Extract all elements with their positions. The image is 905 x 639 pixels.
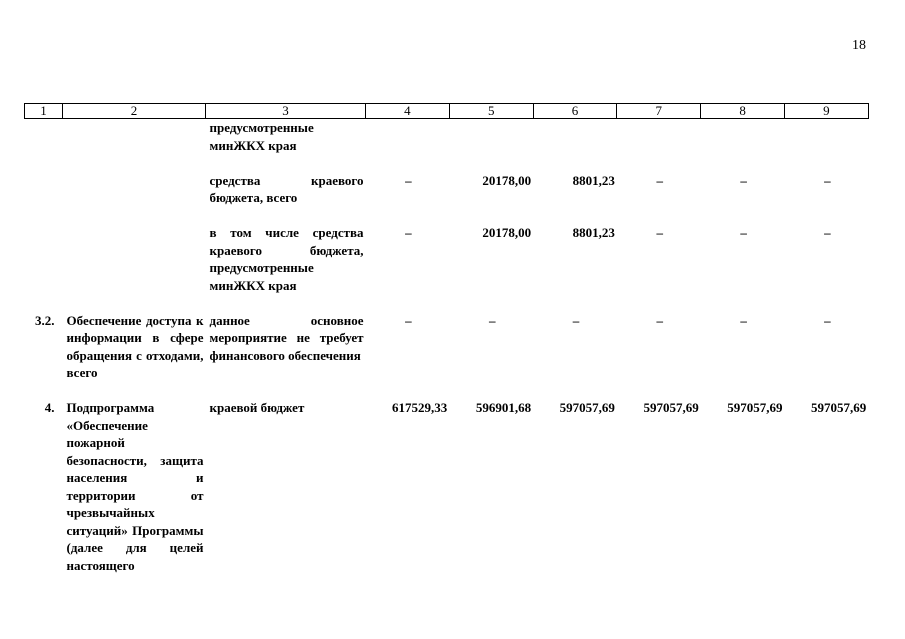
value-cell: [784, 119, 868, 155]
funding-source: краевой бюджет: [209, 400, 305, 415]
table-row: [25, 172, 869, 207]
row-spacer: [25, 382, 869, 400]
funding-source: предусмотренные минЖКХ края: [209, 120, 314, 153]
value-cell: [701, 119, 785, 155]
table-header-row: [25, 104, 869, 119]
column-header: 5: [449, 104, 533, 119]
column-header: 2: [63, 104, 206, 119]
funding-source: средства краевого бюджета, всего: [209, 172, 364, 205]
column-header: 7: [617, 104, 701, 119]
value-cell: [449, 119, 533, 155]
table-row: [25, 224, 869, 294]
value-cell: –: [740, 312, 747, 328]
column-header: 4: [366, 104, 450, 119]
value-cell: [533, 119, 617, 155]
budget-table: [24, 103, 869, 574]
table-row: [25, 312, 869, 382]
activity-name: [63, 172, 206, 207]
value-cell: 596901,68: [475, 400, 532, 415]
value-cell: –: [824, 312, 831, 328]
value-cell: –: [572, 312, 580, 328]
value-cell: –: [740, 172, 747, 188]
value-cell: –: [405, 225, 412, 240]
column-header: 8: [701, 104, 785, 119]
value-cell: –: [488, 312, 496, 328]
value-cell: 597057,69: [811, 400, 867, 415]
value-cell: –: [740, 225, 747, 240]
value-cell: 20178,00: [482, 225, 532, 240]
table-row: [25, 399, 869, 574]
value-cell: –: [656, 172, 664, 188]
value-cell: 597057,69: [643, 400, 699, 415]
value-cell: 597057,69: [727, 400, 783, 415]
value-cell: 617529,33: [392, 400, 448, 415]
column-header: 3: [206, 104, 366, 119]
row-number: [25, 119, 63, 155]
value-cell: –: [824, 172, 831, 188]
row-number: [25, 224, 63, 294]
row-number: [25, 172, 63, 207]
value-cell: –: [656, 225, 664, 240]
column-header: 6: [533, 104, 617, 119]
column-header: 1: [25, 104, 63, 119]
row-number: 3.2.: [35, 312, 55, 328]
row-spacer: [25, 207, 869, 225]
funding-source: данное основное мероприятие не требует финансового обеспечения: [209, 312, 364, 363]
activity-name: Обеспечение доступа к информации в сфере обращения с отходами, всего: [66, 312, 204, 380]
value-cell: 597057,69: [559, 400, 615, 415]
funding-source: в том числе средства краевого бюджета, предусмотренные минЖКХ края: [209, 225, 364, 293]
value-cell: [617, 119, 701, 155]
value-cell: –: [405, 172, 412, 188]
value-cell: –: [656, 312, 664, 328]
column-header: 9: [784, 104, 868, 119]
activity-name: Подпрограмма «Обеспечение пожарной безопасности, защита населения и территории от чрезвычайных ситуаций» Программы (далее для целей настоящего: [66, 400, 204, 573]
value-cell: 8801,23: [572, 225, 615, 240]
value-cell: 8801,23: [572, 172, 615, 188]
activity-name: [63, 224, 206, 294]
row-spacer: [25, 294, 869, 312]
value-cell: 20178,00: [482, 172, 532, 188]
activity-name: [63, 119, 206, 155]
page-number: 18: [852, 38, 866, 53]
row-number: 4.: [44, 400, 55, 415]
table-row: [25, 119, 869, 155]
value-cell: [366, 119, 450, 155]
value-cell: –: [405, 312, 412, 328]
value-cell: –: [824, 225, 831, 240]
row-spacer: [25, 154, 869, 172]
